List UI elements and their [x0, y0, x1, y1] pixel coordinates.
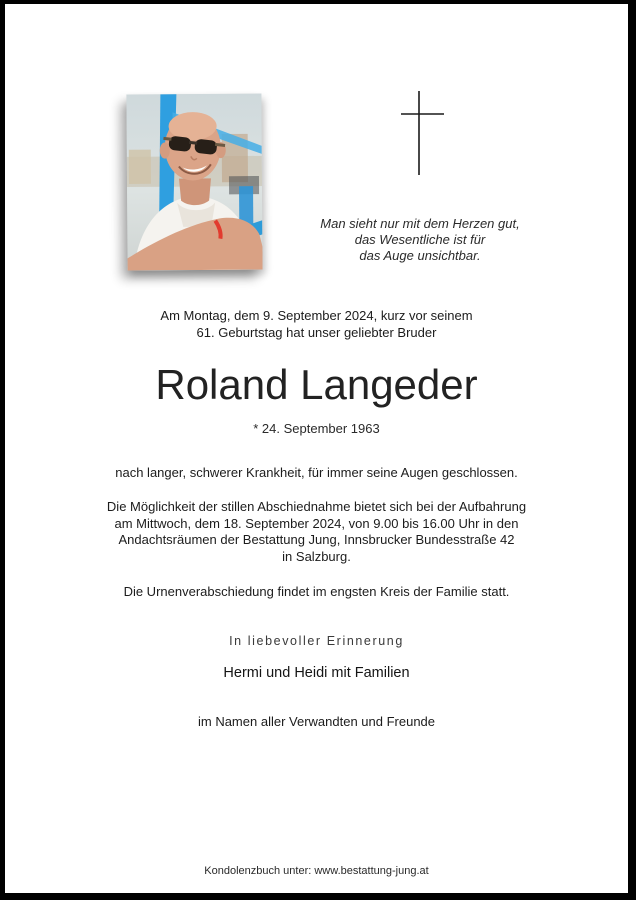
portrait-photo — [126, 94, 262, 271]
viewing-line: in Salzburg. — [282, 548, 351, 564]
birth-date: * 24. September 1963 — [253, 421, 380, 436]
condolence-book-note: Kondolenzbuch unter: www.bestattung-jung.at — [204, 865, 429, 877]
announcement-intro — [5, 308, 628, 341]
deceased-name: Roland Langeder — [155, 361, 478, 408]
intro-line: Am Montag, dem 9. September 2024, kurz vor seinem — [160, 308, 473, 323]
viewing-info — [5, 499, 628, 565]
quote-line: Man sieht nur mit dem Herzen gut, — [320, 216, 520, 231]
intro-line: 61. Geburtstag hat unser geliebter Bruder — [196, 324, 437, 340]
viewing-line: Die Möglichkeit der stillen Abschiednahme bietet sich bei der Aufbahrung — [106, 499, 527, 514]
mourning-family-names: Hermi und Heidi mit Familien — [223, 665, 410, 681]
viewing-line: Andachtsräumen der Bestattung Jung, Innsbrucker Bundesstraße 42 — [118, 532, 515, 547]
memorial-quote — [315, 216, 525, 264]
urn-farewell-note: Die Urnenverabschiedung findet im engsten Kreis der Familie statt. — [123, 584, 510, 599]
viewing-line: am Mittwoch, dem 18. September 2024, von 9.00 bis 16.00 Uhr in den — [114, 515, 519, 531]
quote-line: das Wesentliche ist für — [354, 232, 486, 247]
portrait-photo-graphic — [126, 94, 262, 271]
on-behalf-line: im Namen aller Verwandten und Freunde — [197, 714, 436, 729]
death-statement: nach langer, schwerer Krankheit, für immer seine Augen geschlossen. — [115, 465, 518, 480]
memorial-cross-icon — [399, 88, 447, 178]
remembrance-line: In liebevoller Erinnerung — [229, 634, 404, 648]
quote-line: das Auge unsichtbar. — [359, 248, 481, 263]
